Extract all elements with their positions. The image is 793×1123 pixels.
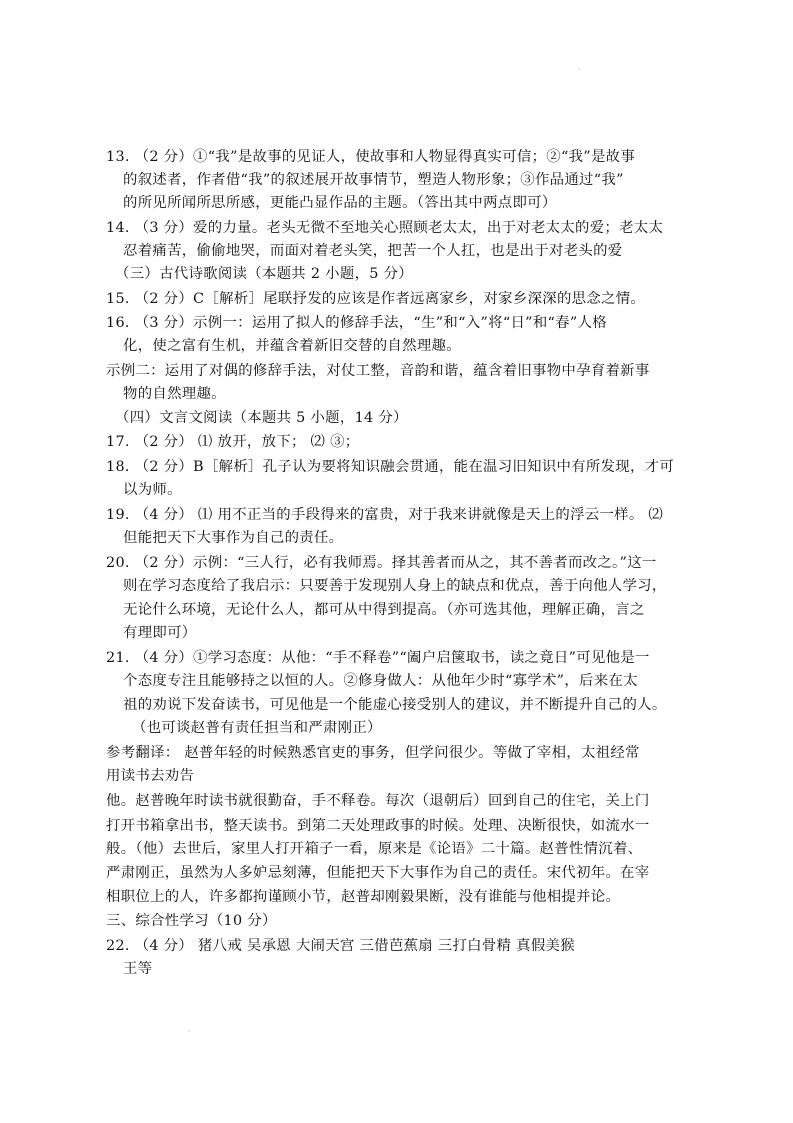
answer-16-example-2-line-2: 物的自然理趣。	[123, 386, 226, 402]
translation-line-2: 用读书去劝告	[106, 768, 195, 784]
answer-13-line-1: 13. （2 分）①“我”是故事的见证人，使故事和人物显得真实可信；②“我”是故事	[106, 149, 636, 165]
answer-22-line-2: 王等	[123, 961, 153, 977]
scan-speck	[578, 68, 580, 70]
answer-21-line-4: （也可谈赵普有责任担当和严肃刚正）	[132, 720, 382, 736]
answer-21-line-1: 21. （4 分）①学习态度：从他：“手不释卷”“阖户启箧取书，读之竟日”可见他是一	[106, 650, 650, 666]
translation-line-5: 般。（他）去世后，家里人打开箱子一看，原来是《论语》二十篇。赵普性情沉着、	[106, 841, 643, 857]
section-heading-comprehensive: 三、综合性学习（10 分）	[106, 913, 277, 929]
answer-13-line-2: 的叙述者，作者借“我”的叙述展开故事情节，塑造人物形象；③作品通过“我”	[123, 172, 624, 188]
answer-16-line-1: 16. （3 分）示例一：运用了拟人的修辞手法，“生”和“入”将“日”和“春”人格	[106, 315, 607, 331]
answer-16-line-2: 化，使之富有生机，并蕴含着新旧交替的自然理趣。	[123, 338, 461, 354]
answer-15: 15. （2 分）C［解析］尾联抒发的应该是作者远离家乡，对家乡深深的思念之情。	[106, 291, 646, 307]
answer-22-line-1: 22. （4 分） 猪八戒 吴承恩 大闹天宫 三借芭蕉扇 三打白骨精 真假美猴	[106, 938, 575, 954]
section-heading-poetry: （三）古代诗歌阅读（本题共 2 小题，5 分）	[115, 266, 413, 282]
translation-line-7: 相职位上的人，许多都拘谨顾小节，赵普却刚毅果断，没有谁能与他相提并论。	[106, 889, 621, 905]
translation-line-1: 参考翻译： 赵普年轻的时候熟悉官吏的事务，但学问很少。等做了宰相，太祖经常	[106, 745, 640, 761]
answer-14-line-2: 忍着痛苦，偷偷地哭，而面对着老头笑，把苦一个人扛，也是出于对老头的爱	[123, 243, 623, 259]
translation-line-6: 严肃刚正，虽然为人多妒忌刻薄，但能把天下大事作为自己的责任。宋代初年。在宰	[106, 865, 650, 881]
answer-18-line-2: 以为师。	[123, 482, 182, 498]
answer-16-example-2-line-1: 示例二：运用了对偶的修辞手法，对仗工整，音韵和谐，蕴含着旧事物中孕育着新事	[106, 363, 650, 379]
answer-20-line-1: 20. （2 分）示例：“三人行，必有我师焉。择其善者而从之，其不善者而改之。”这一	[106, 555, 657, 571]
translation-line-4: 打开书箱拿出书，整天读书。到第二天处理政事的时候。处理、决断很快，如流水一	[106, 818, 650, 834]
scan-speck	[188, 1030, 190, 1032]
translation-line-3: 他。赵普晚年时读书就很勤奋，手不释卷。每次（退朝后）回到自己的住宅，关上门	[106, 793, 650, 809]
answer-19-line-2: 但能把天下大事作为自己的责任。	[123, 530, 344, 546]
answer-21-line-2: 个态度专注且能够持之以恒的人。②修身做人：从他年少时“寡学术”，后来在太	[123, 673, 638, 689]
answer-21-line-3: 祖的劝说下发奋读书，可见他是一个能虚心接受别人的建议，并不断提升自己的人。	[123, 697, 667, 713]
answer-18-line-1: 18. （2 分）B［解析］孔子认为要将知识融会贯通，能在温习旧知识中有所发现，才可	[106, 459, 675, 475]
answer-20-line-2: 则在学习态度给了我启示：只要善于发现别人身上的缺点和优点，善于向他人学习，	[123, 578, 667, 594]
answer-20-line-3: 无论什么环境，无论什么人，都可从中得到提高。（亦可选其他，理解正确，言之	[123, 602, 645, 618]
answer-14-line-1: 14. （3 分）爱的力量。老头无微不至地关心照顾老太太，出于对老太太的爱；老太太	[106, 220, 664, 236]
answer-19-line-1: 19. （4 分） ⑴ 用不正当的手段得来的富贵，对于我来讲就像是天上的浮云一样。 ⑵	[106, 507, 664, 523]
answer-20-line-4: 有理即可）	[123, 625, 197, 641]
answer-13-line-3: 的所见所闻所思所感，更能凸显作品的主题。（答出其中两点即可）	[123, 195, 557, 211]
section-heading-classical: （四）文言文阅读（本题共 5 小题，14 分）	[115, 410, 408, 426]
answer-17: 17. （2 分） ⑴ 放开，放下； ⑵ ③；	[106, 434, 360, 450]
